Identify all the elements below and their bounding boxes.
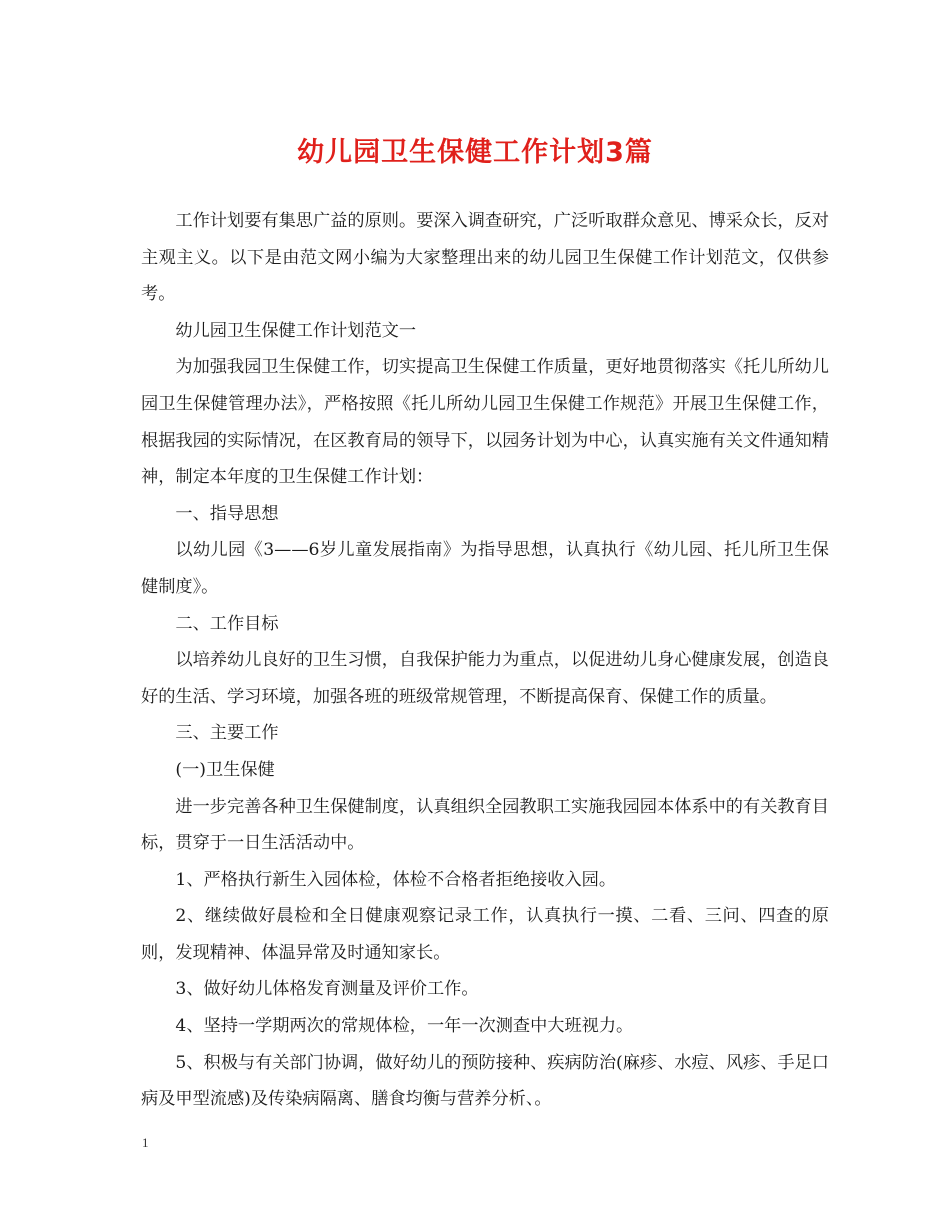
section-heading-guiding-ideology: 一、指导思想 xyxy=(175,503,279,524)
paragraph-work-goals: 以培养幼儿良好的卫生习惯，自我保护能力为重点，以促进幼儿身心健康发展，创造良好的生活、学习环境，加强各班的班级常规管理，不断提高保育、保健工作的质量。 xyxy=(141,650,829,707)
page-number: 1 xyxy=(142,1135,149,1150)
list-item-1: 1、严格执行新生入园体检，体检不合格者拒绝接收入园。 xyxy=(175,869,617,890)
subsection-heading-health-care: (一)卫生保健 xyxy=(175,759,275,780)
paragraph-heading-sample-one: 幼儿园卫生保健工作计划范文一 xyxy=(175,320,417,341)
paragraph-guiding-ideology: 以幼儿园《3——6岁儿童发展指南》为指导思想，认真执行《幼儿园、托儿所卫生保健制度》。 xyxy=(141,540,829,597)
document-title: 幼儿园卫生保健工作计划3篇 xyxy=(297,137,653,168)
list-item-3: 3、做好幼儿体格发育测量及评价工作。 xyxy=(175,979,479,1000)
paragraph-intro: 工作计划要有集思广益的原则。要深入调查研究，广泛听取群众意见、博采众长，反对主观主义。以下是由范文网小编为大家整理出来的幼儿园卫生保健工作计划范文，仅供参考。 xyxy=(141,211,829,305)
paragraph-health-care: 进一步完善各种卫生保健制度，认真组织全园教职工实施我园园本体系中的有关教育目标，贯穿于一日生活活动中。 xyxy=(141,796,829,854)
list-item-4: 4、坚持一学期两次的常规体检，一年一次测查中大班视力。 xyxy=(175,1016,634,1037)
list-item-5: 5、积极与有关部门协调，做好幼儿的预防接种、疾病防治(麻疹、水痘、风疹、手足口病及甲型流感)及传染病隔离、膳食均衡与营养分析、。 xyxy=(141,1052,829,1110)
section-heading-work-goals: 二、工作目标 xyxy=(175,613,279,634)
section-heading-main-work: 三、主要工作 xyxy=(175,723,279,744)
document-body xyxy=(141,203,829,1118)
list-item-2: 2、继续做好晨检和全日健康观察记录工作，认真执行一摸、二看、三问、四查的原则，发现精神、体温异常及时通知家长。 xyxy=(141,906,829,963)
paragraph-purpose: 为加强我园卫生保健工作，切实提高卫生保健工作质量，更好地贯彻落实《托儿所幼儿园卫生保健管理办法》，严格按照《托儿所幼儿园卫生保健工作规范》开展卫生保健工作，根据我园的实际情况，在区教育局的领导下，以园务计划为中心，认真实施有关文件通知精神，制定本年度的卫生保健工作计划： xyxy=(141,357,829,488)
